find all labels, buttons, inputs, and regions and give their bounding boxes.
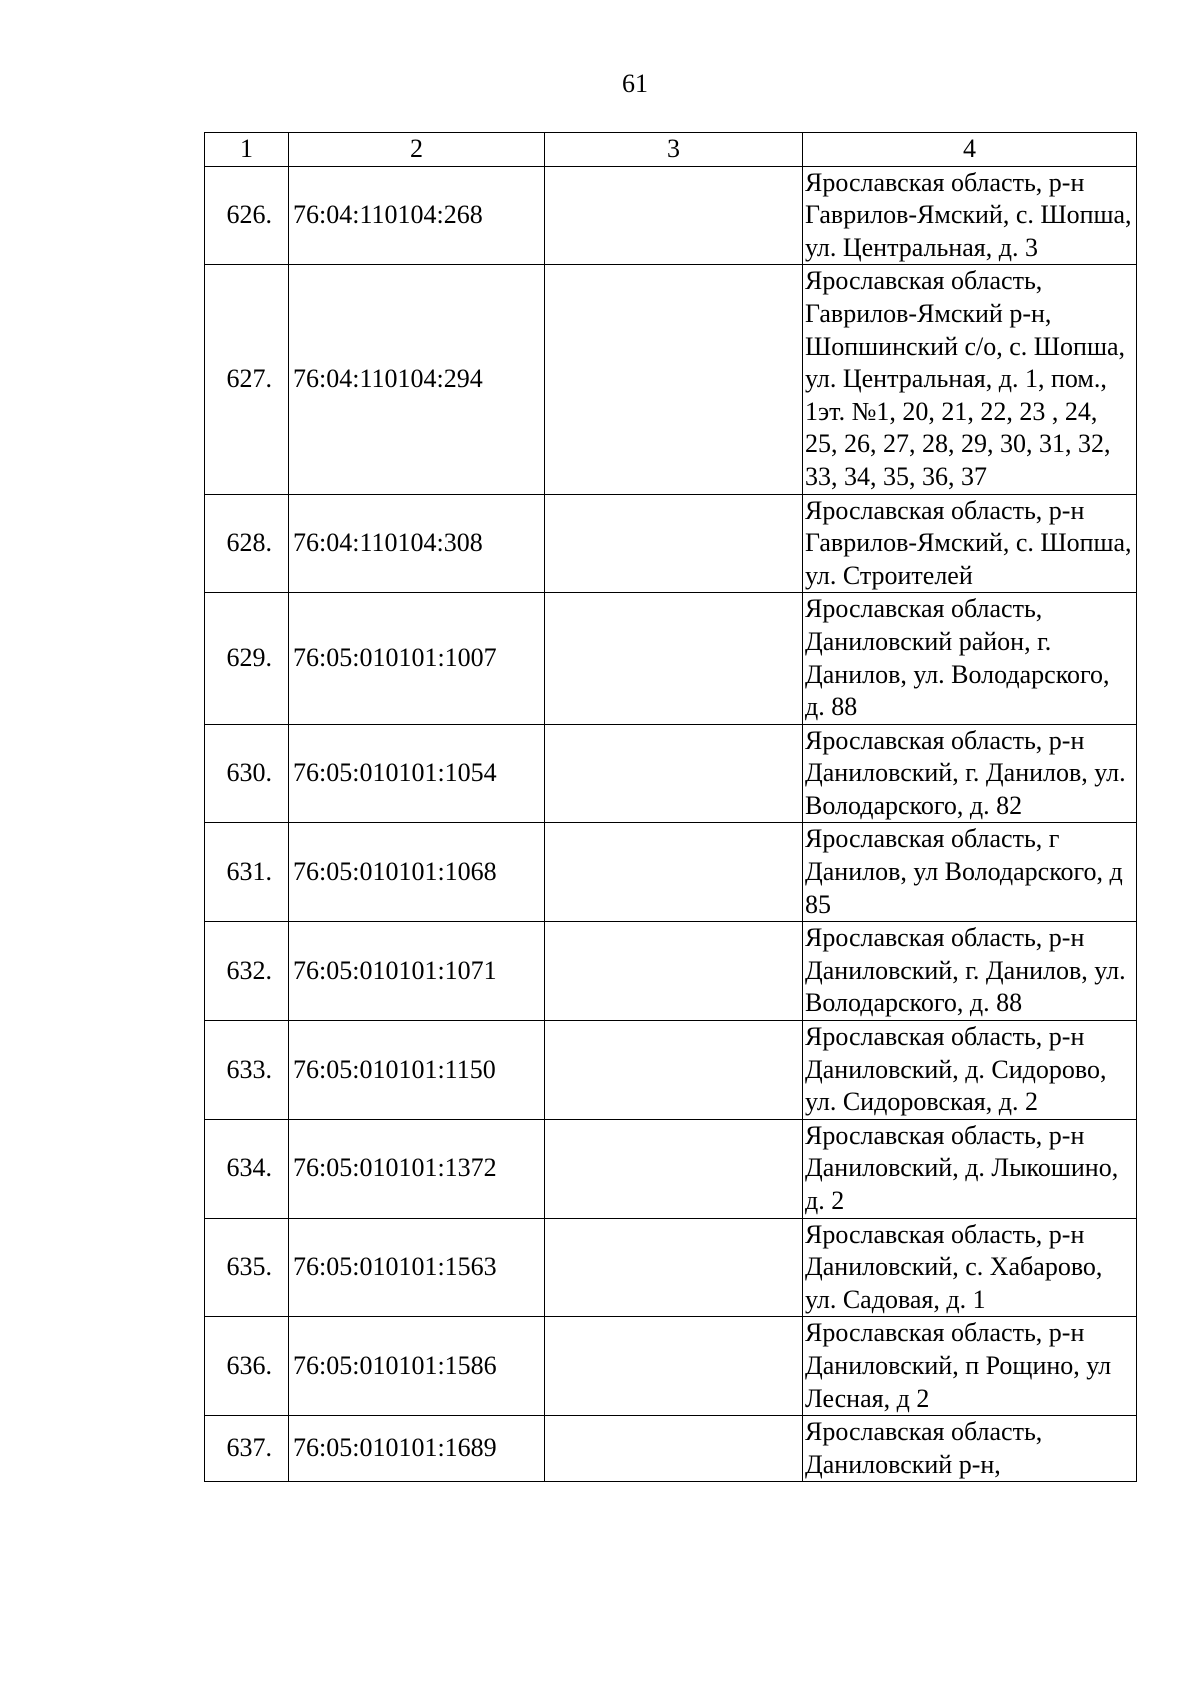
table-row	[205, 1218, 1137, 1317]
cadastral-number: 76:05:010101:1071	[289, 922, 545, 1021]
address-cell: Ярославская область, Гаврилов-Ямский р-н, Шопшинский с/о, с. Шопша, ул. Центральная, д. 1, пом., 1эт. №1, 20, 21, 22, 23 , 24, 25, 26, 27, 28, 29, 30, 31, 32, 33, 34, 35, 36, 37	[803, 265, 1137, 494]
cadastral-number: 76:05:010101:1586	[289, 1317, 545, 1416]
address-cell: Ярославская область, Даниловский район, г. Данилов, ул. Володарского, д. 88	[803, 593, 1137, 724]
column-3-cell	[545, 166, 803, 265]
row-number: 637.	[205, 1416, 289, 1482]
header-col-4: 4	[803, 133, 1137, 167]
row-number: 627.	[205, 265, 289, 494]
address-cell: Ярославская область, р-н Даниловский, д. Сидорово, ул. Сидоровская, д. 2	[803, 1021, 1137, 1120]
row-number: 634.	[205, 1119, 289, 1218]
table-row	[205, 724, 1137, 823]
cadastral-number: 76:04:110104:268	[289, 166, 545, 265]
address-cell: Ярославская область, р-н Даниловский, с. Хабарово, ул. Садовая, д. 1	[803, 1218, 1137, 1317]
row-number: 636.	[205, 1317, 289, 1416]
column-3-cell	[545, 922, 803, 1021]
table-row	[205, 1416, 1137, 1482]
column-3-cell	[545, 1218, 803, 1317]
cadastral-number: 76:05:010101:1372	[289, 1119, 545, 1218]
address-cell: Ярославская область, г Данилов, ул Володарского, д 85	[803, 823, 1137, 922]
registry-table	[204, 132, 1137, 1482]
table-row	[205, 1021, 1137, 1120]
cadastral-number: 76:05:010101:1689	[289, 1416, 545, 1482]
row-number: 629.	[205, 593, 289, 724]
row-number: 626.	[205, 166, 289, 265]
address-cell: Ярославская область, р-н Даниловский, г. Данилов, ул. Володарского, д. 82	[803, 724, 1137, 823]
address-cell: Ярославская область, р-н Даниловский, д. Лыкошино, д. 2	[803, 1119, 1137, 1218]
table-row	[205, 1119, 1137, 1218]
address-cell: Ярославская область, р-н Гаврилов-Ямский, с. Шопша, ул. Строителей	[803, 494, 1137, 593]
column-3-cell	[545, 823, 803, 922]
header-col-3: 3	[545, 133, 803, 167]
header-col-1: 1	[205, 133, 289, 167]
cadastral-number: 76:05:010101:1563	[289, 1218, 545, 1317]
header-col-2: 2	[289, 133, 545, 167]
cadastral-number: 76:05:010101:1054	[289, 724, 545, 823]
address-cell: Ярославская область, р-н Даниловский, п Рощино, ул Лесная, д 2	[803, 1317, 1137, 1416]
row-number: 635.	[205, 1218, 289, 1317]
table-row	[205, 265, 1137, 494]
row-number: 632.	[205, 922, 289, 1021]
cadastral-number: 76:04:110104:294	[289, 265, 545, 494]
row-number: 633.	[205, 1021, 289, 1120]
column-3-cell	[545, 1021, 803, 1120]
table-header-row	[205, 133, 1137, 167]
page-number: 61	[622, 69, 648, 98]
column-3-cell	[545, 265, 803, 494]
column-3-cell	[545, 1317, 803, 1416]
table-row	[205, 166, 1137, 265]
column-3-cell	[545, 724, 803, 823]
table-row	[205, 593, 1137, 724]
cadastral-number: 76:05:010101:1150	[289, 1021, 545, 1120]
address-cell: Ярославская область, Даниловский р-н,	[803, 1416, 1137, 1482]
table-row	[205, 1317, 1137, 1416]
column-3-cell	[545, 593, 803, 724]
cadastral-number: 76:04:110104:308	[289, 494, 545, 593]
table-row	[205, 823, 1137, 922]
cadastral-number: 76:05:010101:1068	[289, 823, 545, 922]
column-3-cell	[545, 494, 803, 593]
address-cell: Ярославская область, р-н Даниловский, г. Данилов, ул. Володарского, д. 88	[803, 922, 1137, 1021]
table-row	[205, 922, 1137, 1021]
column-3-cell	[545, 1416, 803, 1482]
table-row	[205, 494, 1137, 593]
address-cell: Ярославская область, р-н Гаврилов-Ямский, с. Шопша, ул. Центральная, д. 3	[803, 166, 1137, 265]
column-3-cell	[545, 1119, 803, 1218]
row-number: 631.	[205, 823, 289, 922]
row-number: 628.	[205, 494, 289, 593]
cadastral-number: 76:05:010101:1007	[289, 593, 545, 724]
row-number: 630.	[205, 724, 289, 823]
